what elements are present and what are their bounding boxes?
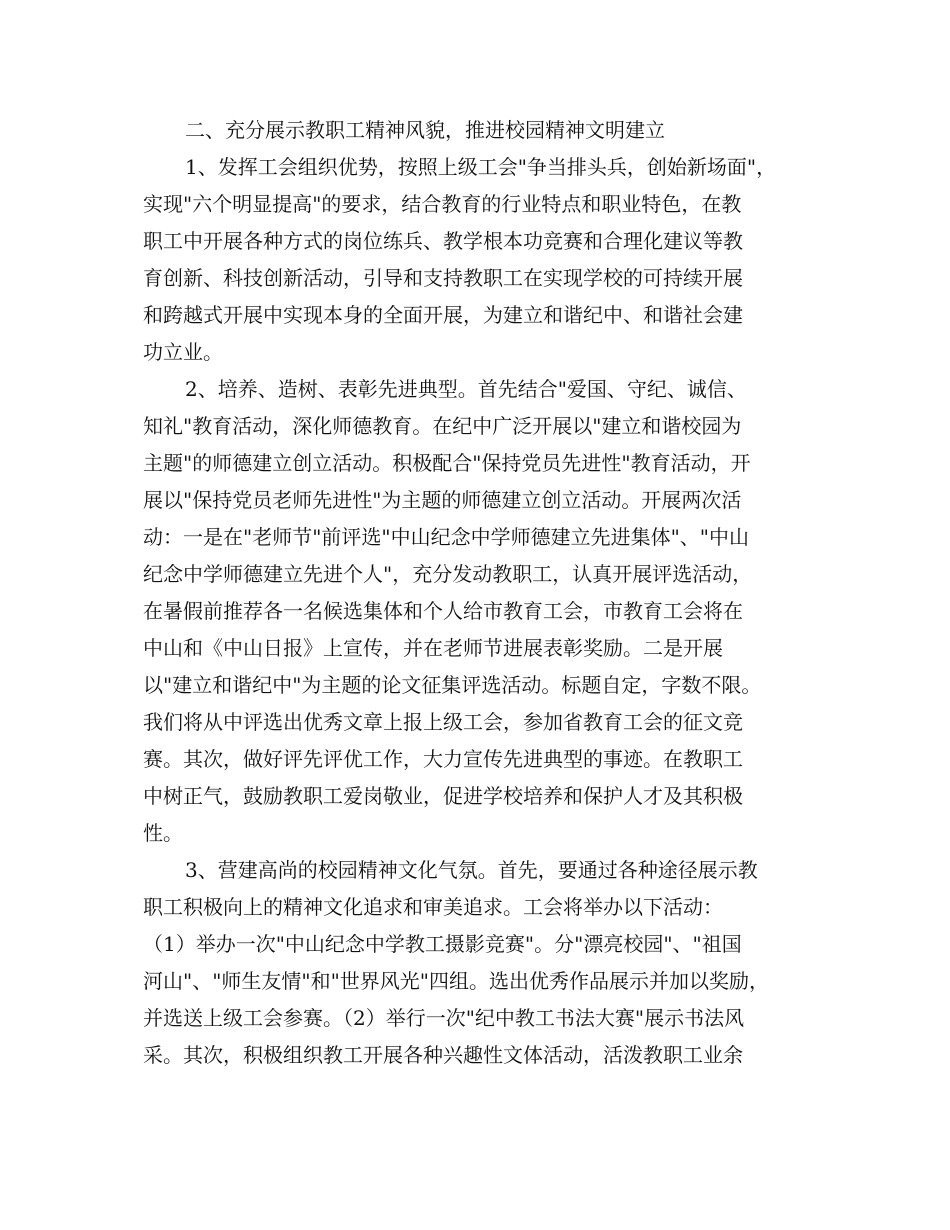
paragraph-line: 中树正气，鼓励教职工爱岗敬业，促进学校培养和保护人才及其积极 [143,784,743,808]
paragraph-line: 3、营建高尚的校园精神文化气氛。首先，要通过各种途径展示教 [185,858,758,882]
paragraph-line: 中山和《中山日报》上宣传，并在老师节进展表彰奖励。二是开展 [143,636,723,660]
paragraph-line: 在暑假前推荐各一名候选集体和个人给市教育工会，市教育工会将在 [143,599,743,623]
paragraph-line: 并选送上级工会参赛。（2）举行一次"纪中教工书法大赛"展示书法风 [143,1006,745,1030]
paragraph-line: 以"建立和谐纪中"为主题的论文征集评选活动。标题自定，字数不限。 [143,673,762,697]
paragraph-line: （1）举办一次"中山纪念中学教工摄影竞赛"。分"漂亮校园"、"祖国 [143,932,742,956]
paragraph-line: 赛。其次，做好评先评优工作，大力宣传先进典型的事迹。在教职工 [143,747,743,771]
paragraph-line: 功立业。 [143,340,223,364]
paragraph-line: 职工积极向上的精神文化追求和审美追求。工会将举办以下活动： [143,895,723,919]
section-heading: 二、充分展示教职工精神风貌，推进校园精神文明建立 [185,118,665,142]
paragraph-line: 主题"的师德建立创立活动。积极配合"保持党员先进性"教育活动，开 [143,451,751,475]
paragraph-1 [143,149,807,371]
paragraph-line: 动：一是在"老师节"前评选"中山纪念中学师德建立先进集体"、"中山 [143,525,749,549]
paragraph-line: 1、发挥工会组织优势，按照上级工会"争当排头兵，创始新场面"， [185,155,777,179]
paragraph-line: 采。其次，积极组织教工开展各种兴趣性文体活动，活泼教职工业余 [143,1043,743,1067]
paragraph-line: 实现"六个明显提高"的要求，结合教育的行业特点和职业特色，在教 [143,192,742,216]
paragraph-line: 性。 [143,821,183,845]
paragraph-line: 河山"、"师生友情"和"世界风光"四组。选出优秀作品展示并加以奖励， [143,969,769,993]
paragraph-line: 知礼"教育活动，深化师德教育。在纪中广泛开展以"建立和谐校园为 [143,414,742,438]
paragraph-line: 和跨越式开展中实现本身的全面开展，为建立和谐纪中、和谐社会建 [143,303,743,327]
paragraph-line: 纪念中学师德建立先进个人"，充分发动教职工，认真开展评选活动， [143,562,753,586]
paragraph-line: 我们将从中评选出优秀文章上报上级工会，参加省教育工会的征文竞 [143,710,743,734]
paragraph-line: 2、培养、造树、表彰先进典型。首先结合"爱国、守纪、诚信、 [185,377,747,401]
paragraph-line: 展以"保持党员老师先进性"为主题的师德建立创立活动。开展两次活 [143,488,742,512]
paragraph-line: 育创新、科技创新活动，引导和支持教职工在实现学校的可持续开展 [143,266,743,290]
paragraph-2 [143,371,807,852]
document-body [143,112,807,1074]
paragraph-line: 职工中开展各种方式的岗位练兵、教学根本功竞赛和合理化建议等教 [143,229,743,253]
paragraph-3 [143,852,807,1074]
